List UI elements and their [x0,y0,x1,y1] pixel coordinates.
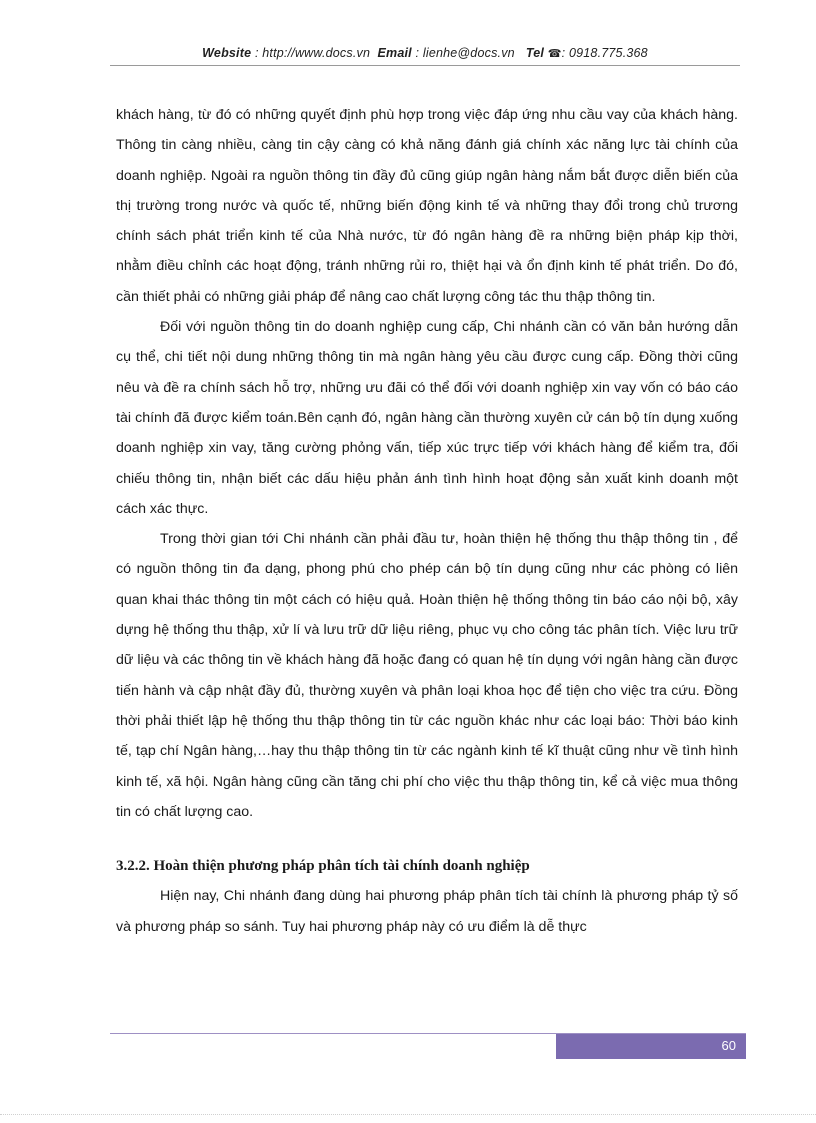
email-value: : lienhe@docs.vn [415,46,515,60]
paragraph-1: khách hàng, từ đó có những quyết định phù hợp trong việc đáp ứng nhu cầu vay của khách hàng. Thông tin càng nhiều, càng tin cậy càng có khả năng đánh giá chính xác năng lực tài chính của doanh nghiệp. Ngoài ra nguồn thông tin đầy đủ cũng giúp ngân hàng nắm bắt được diễn biến của thị trường trong nước và quốc tế, những biến động kinh tế và những thay đổi trong chủ trương chính sách phát triển kinh tế của Nhà nước, từ đó ngân hàng đề ra những biện pháp kịp thời, nhằm điều chỉnh các hoạt động, tránh những rủi ro, thiệt hại và ổn định kinh tế phát triển. Do đó, cần thiết phải có những giải pháp để nâng cao chất lượng công tác thu thập thông tin. [116,107,738,305]
website-label: Website [202,46,252,60]
page-bottom-border [0,1114,816,1115]
header-divider [110,65,740,66]
tel-label: Tel [525,46,545,60]
website-value: : http://www.docs.vn [254,46,371,60]
email-label: Email [377,46,412,60]
phone-icon: ☎ [547,48,562,60]
page-number-box [556,1034,746,1059]
paragraph-3: Trong thời gian tới Chi nhánh cần phải đầu tư, hoàn thiện hệ thống thu thập thông tin , để có nguồn thông tin đa dạng, phong phú cho phép cán bộ tín dụng cũng như các phòng có liên quan khai thác thông tin một cách có hiệu quả. Hoàn thiện hệ thống thông tin báo cáo nội bộ, xây dựng hệ thống thu thập, xử lí và lưu trữ dữ liệu riêng, phục vụ cho công tác phân tích. Việc lưu trữ dữ liệu và các thông tin về khách hàng đã hoặc đang có quan hệ tín dụng với ngân hàng cần được tiến hành và cập nhật đầy đủ, thường xuyên và phân loại khoa học để tiện cho việc tra cứu. Đồng thời phải thiết lập hệ thống thu thập thông tin từ các nguồn khác như các loại báo: Thời báo kinh tế, tạp chí Ngân hàng,…hay thu thập thông tin từ các ngành kinh tế kĩ thuật cũng như về tình hình kinh tế, xã hội. Ngân hàng cũng cần tăng chi phí cho việc thu thập thông tin, kể cả việc mua thông tin có chất lượng cao. [116,531,738,820]
page-number: 60 [721,1038,736,1053]
document-body [116,100,738,942]
tel-value: : 0918.775.368 [561,46,648,60]
page-header [110,46,740,60]
section-heading: 3.2.2. Hoàn thiện phương pháp phân tích tài chính doanh nghiệp [116,858,530,875]
paragraph-2: Đối với nguồn thông tin do doanh nghiệp cung cấp, Chi nhánh cần có văn bản hướng dẫn cụ thể, chi tiết nội dung những thông tin mà ngân hàng yêu cầu được cung cấp. Đồng thời cũng nêu và đề ra chính sách hỗ trợ, những ưu đãi có thể đối với doanh nghiệp xin vay vốn có báo cáo tài chính đã được kiểm toán.Bên cạnh đó, ngân hàng cần thường xuyên cử cán bộ tín dụng xuống doanh nghiệp xin vay, tăng cường phỏng vấn, tiếp xúc trực tiếp với khách hàng để kiểm tra, đối chiếu thông tin, nhận biết các dấu hiệu phản ánh tình hình hoạt động sản xuất kinh doanh một cách xác thực. [116,319,738,517]
section-paragraph: Hiện nay, Chi nhánh đang dùng hai phương pháp phân tích tài chính là phương pháp tỷ số và phương pháp so sánh. Tuy hai phương pháp này có ưu điểm là dễ thực [116,888,738,935]
